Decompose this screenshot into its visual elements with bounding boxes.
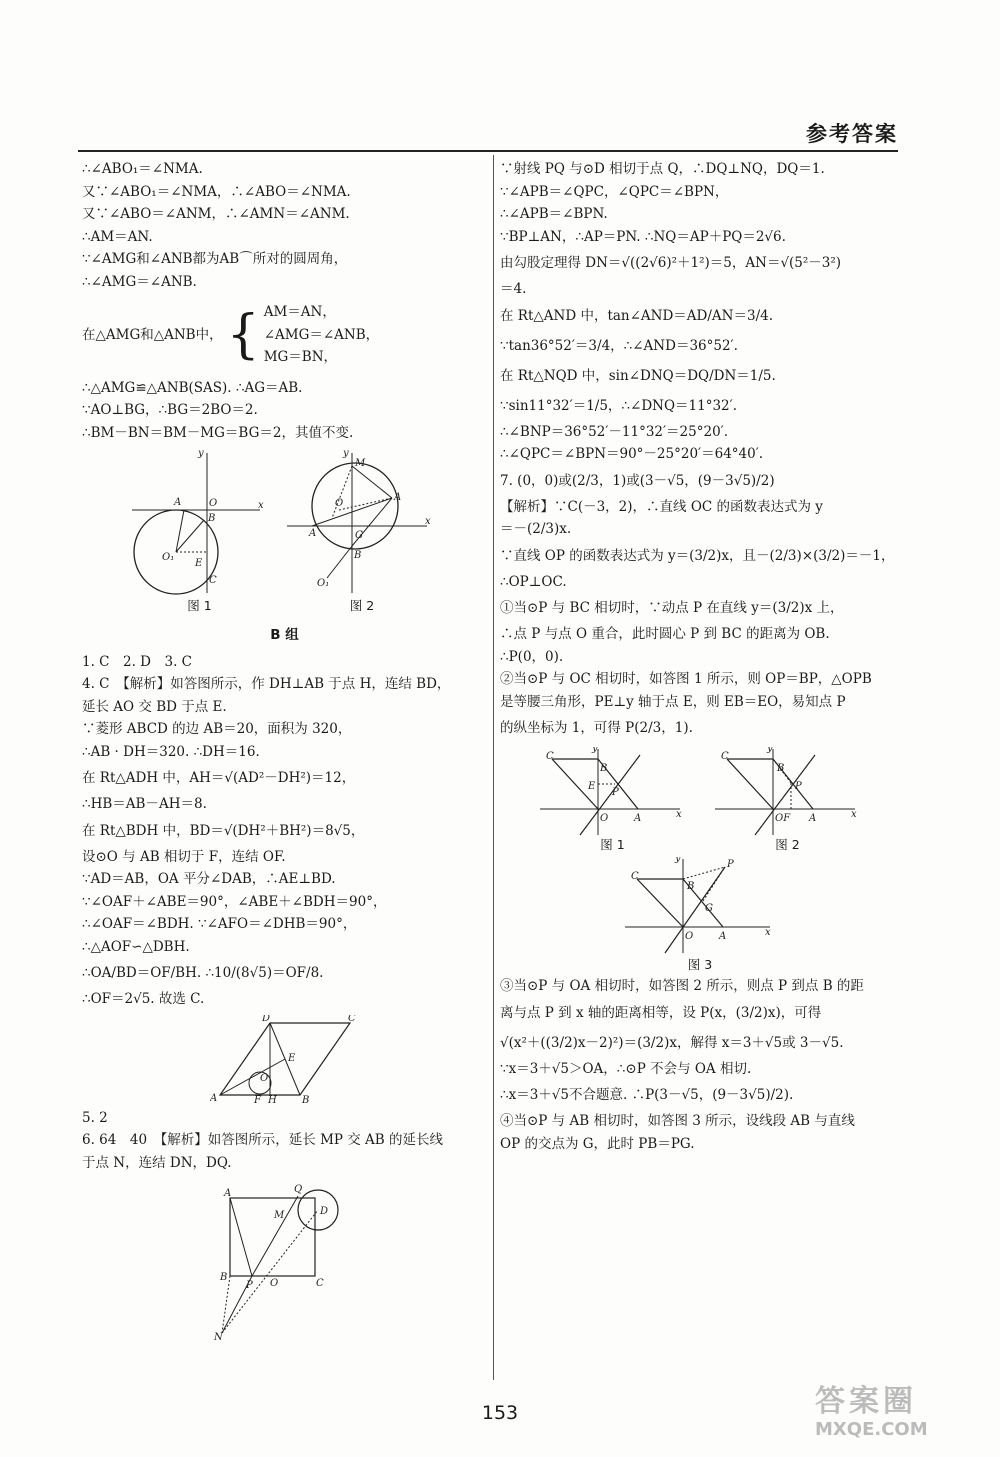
figure-3-right — [625, 857, 775, 973]
figure-row-rectangle — [82, 1178, 487, 1343]
figure-caption: 图 1 — [187, 598, 212, 613]
text-line: ＝－(2/3)x. — [500, 521, 572, 537]
circle-diagram-2 — [287, 448, 437, 598]
figure-2 — [287, 448, 437, 614]
svg-text:y: y — [675, 857, 681, 864]
svg-text:M: M — [355, 458, 366, 469]
svg-text:M: M — [273, 1210, 284, 1221]
svg-text:x: x — [425, 516, 431, 527]
svg-text:C: C — [631, 871, 639, 882]
text-line: ∴AM＝AN. — [82, 228, 153, 245]
rhombus-diagram — [210, 1015, 360, 1105]
text-line: 5. 2 — [82, 1109, 108, 1126]
svg-text:O₁: O₁ — [162, 552, 175, 563]
svg-text:O: O — [685, 931, 694, 942]
svg-text:x: x — [258, 500, 264, 511]
figure-caption: 图 3 — [687, 957, 713, 972]
text-line: ∴∠QPC＝∠BPN＝90°－25°20′＝64°40′. — [500, 446, 764, 462]
text-line: 又∵∠ABO₁＝∠NMA，∴∠ABO＝∠NMA. — [82, 183, 351, 200]
system-line: MG＝BN， — [263, 349, 338, 365]
svg-text:OF: OF — [775, 813, 791, 824]
svg-text:F: F — [253, 1094, 261, 1105]
svg-text:x: x — [765, 927, 771, 938]
svg-text:P: P — [245, 1280, 253, 1291]
svg-text:y: y — [592, 747, 598, 754]
figure-row-circles — [82, 448, 487, 614]
svg-text:A: A — [719, 931, 727, 942]
svg-text:C: C — [721, 751, 729, 762]
text-line: OP 的交点为 G，此时 PB＝PG. — [500, 1135, 695, 1152]
text-line: ∵AO⊥BG，∴BG＝2BO＝2. — [82, 402, 258, 418]
text-line: 在 Rt△ADH 中，AH＝√(AD²－DH²)＝12， — [82, 770, 356, 786]
text-line: ＝4. — [500, 281, 527, 297]
svg-text:C: C — [546, 751, 554, 762]
page-number: 153 — [481, 1402, 519, 1424]
svg-text:D: D — [319, 1206, 328, 1217]
text-line: ∴OA/BD＝OF/BH. ∴10/(8√5)＝OF/8. — [82, 965, 324, 981]
figure-1 — [132, 448, 267, 614]
svg-text:A: A — [309, 528, 317, 539]
svg-text:C: C — [315, 1278, 324, 1289]
svg-text:G: G — [705, 903, 713, 914]
coordinate-diagram-1 — [540, 747, 685, 837]
text-line: ∴BM－BN＝BM－MG＝BG＝2，其值不变. — [82, 424, 354, 441]
svg-text:B: B — [687, 881, 695, 892]
svg-text:N: N — [213, 1332, 223, 1343]
text-line: ∴OF＝2√5. 故选 C. — [82, 991, 205, 1007]
svg-text:O: O — [269, 1278, 278, 1289]
text-line: 【解析】∵C(－3，2)，∴直线 OC 的函数表达式为 y — [500, 498, 823, 515]
coordinate-diagram-2 — [715, 747, 860, 837]
svg-text:P: P — [795, 781, 802, 792]
text-line: 在 Rt△BDH 中，BD＝√(DH²＋BH²)＝8√5， — [82, 822, 365, 839]
text-line: ∴P(0，0). — [500, 648, 564, 665]
text-line: 在 Rt△NQD 中，sin∠DNQ＝DQ/DN＝1/5. — [500, 367, 776, 384]
figure-row-rhombus — [82, 1015, 487, 1105]
svg-text:E: E — [287, 1052, 295, 1064]
svg-text:P: P — [612, 787, 619, 798]
column-divider — [493, 155, 494, 1380]
text-line: ∵AD＝AB，OA 平分∠DAB，∴AE⊥BD. — [82, 871, 336, 887]
figure-caption: 图 1 — [600, 837, 625, 852]
figure-row-coordinate-3 — [500, 857, 900, 973]
figure-caption: 图 2 — [349, 598, 375, 613]
svg-text:D: D — [261, 1014, 270, 1024]
svg-text:C: C — [347, 1014, 356, 1024]
text-line: ③当⊙P 与 OA 相切时，如答图 2 所示，则点 P 到点 B 的距 — [500, 978, 864, 994]
header-rule — [78, 150, 898, 152]
svg-text:A: A — [394, 492, 402, 503]
text-line: 于点 N，连结 DN，DQ. — [82, 1154, 232, 1171]
svg-text:A: A — [209, 1092, 217, 1104]
svg-text:O: O — [335, 498, 344, 509]
text-line: √(x²＋((3/2)x－2)²)＝(3/2)x，解得 x＝3＋√5或 3－√5. — [500, 1034, 844, 1051]
svg-text:E: E — [195, 558, 203, 569]
text-line: ∴OP⊥OC. — [500, 573, 567, 590]
text-line: 的纵坐标为 1，可得 P(2/3，1). — [500, 720, 693, 736]
svg-text:x: x — [851, 809, 857, 820]
coordinate-diagram-3 — [625, 857, 775, 957]
svg-text:O₁: O₁ — [317, 578, 330, 589]
text-line: ∴HB＝AB－AH＝8. — [82, 796, 207, 812]
svg-text:B: B — [777, 763, 785, 774]
text-line: ∴∠ABO₁＝∠NMA. — [82, 161, 203, 177]
svg-text:y: y — [343, 448, 349, 459]
text-line: ∴∠OAF＝∠BDH. ∵∠AFO＝∠DHB＝90°， — [82, 916, 357, 932]
text-line: 由勾股定理得 DN＝√((2√6)²＋1²)＝5，AN＝√(5²－3²) — [500, 255, 842, 271]
text-line: 离与点 P 到 x 轴的距离相等，设 P(x，(3/2)x)，可得 — [500, 1004, 822, 1021]
system-intro: 在△AMG和△ANB中， — [82, 326, 223, 343]
svg-text:A: A — [809, 813, 817, 824]
brace: { — [226, 304, 260, 365]
svg-text:O: O — [259, 1072, 268, 1084]
svg-text:A: A — [174, 497, 182, 508]
text-line: 在 Rt△AND 中，tan∠AND＝AD/AN＝3/4. — [500, 307, 774, 324]
text-line: ∴∠BNP＝36°52′－11°32′＝25°20′. — [500, 423, 729, 440]
text-line: ∵x＝3＋√5＞OA，∴⊙P 不会与 OA 相切. — [500, 1060, 752, 1077]
svg-text:A: A — [223, 1188, 231, 1199]
text-line: ∴x＝3＋√5不合题意. ∴P(3－√5，(9－3√5)/2). — [500, 1087, 794, 1103]
text-line: ∵∠AMG和∠ANB都为AB⌒所对的圆周角， — [82, 251, 348, 267]
svg-text:B: B — [600, 763, 608, 774]
system-line: AM＝AN， — [263, 304, 336, 320]
text-line: 1. C 2. D 3. C — [82, 653, 192, 670]
text-line: ∴∠APB＝∠BPN. — [500, 206, 608, 222]
svg-text:Q: Q — [293, 1184, 302, 1195]
section-title: B 组 — [270, 627, 299, 643]
circle-diagram-1 — [132, 448, 267, 598]
figure-1-right — [540, 747, 685, 853]
svg-text:x: x — [676, 809, 682, 820]
text-line: ②当⊙P 与 OC 相切时，如答图 1 所示，则 OP＝BP，△OPB — [500, 671, 872, 687]
svg-text:G: G — [355, 530, 363, 541]
figure-2-right — [715, 747, 860, 853]
text-line: 4. C 【解析】如答图所示，作 DH⊥AB 于点 H，连结 BD， — [82, 676, 451, 692]
system-line: ∠AMG＝∠ANB， — [263, 326, 380, 343]
text-line: 是等腰三角形，PE⊥y 轴于点 E，则 EB＝EO，易知点 P — [500, 693, 846, 710]
text-line: 7. (0，0)或(2/3，1)或(3－√5，(9－3√5)/2) — [500, 472, 775, 489]
svg-text:B: B — [301, 1094, 309, 1105]
text-line: 6. 64 40 【解析】如答图所示，延长 MP 交 AB 的延长线 — [82, 1132, 444, 1148]
text-line: ∵∠OAF＋∠ABE＝90°，∠ABE＋∠BDH＝90°， — [82, 893, 387, 910]
svg-text:y: y — [767, 747, 773, 754]
text-line: 又∵∠ABO＝∠ANM，∴∠AMN＝∠ANM. — [82, 206, 350, 222]
text-line: ④当⊙P 与 AB 相切时，如答图 3 所示，设线段 AB 与直线 — [500, 1113, 855, 1129]
svg-text:B: B — [208, 513, 216, 524]
text-line: ∵tan36°52′＝3/4，∴∠AND＝36°52′. — [500, 337, 738, 354]
svg-text:A: A — [634, 813, 642, 824]
text-line: 设⊙O 与 AB 相切于 F，连结 OF. — [82, 848, 286, 865]
svg-text:C: C — [209, 575, 217, 586]
text-line: ①当⊙P 与 BC 相切时，∵动点 P 在直线 y＝(3/2)x 上， — [500, 600, 844, 616]
svg-text:y: y — [198, 448, 204, 459]
figure-row-coordinate — [500, 747, 900, 853]
watermark-url: MXQE.COM — [815, 1419, 928, 1440]
text-line: ∵∠APB＝∠QPC，∠QPC＝∠BPN， — [500, 183, 729, 200]
watermark-logo — [815, 1385, 985, 1445]
text-line: ∵射线 PQ 与⊙D 相切于点 Q，∴DQ⊥NQ，DQ＝1. — [500, 161, 825, 177]
svg-text:B: B — [219, 1272, 227, 1283]
text-line: ∵sin11°32′＝1/5，∴∠DNQ＝11°32′. — [500, 397, 737, 414]
svg-text:B: B — [354, 550, 362, 561]
text-line: ∵BP⊥AN，∴AP＝PN. ∴NQ＝AP＋PQ＝2√6. — [500, 228, 786, 245]
text-line: ∴AB · DH＝320. ∴DH＝16. — [82, 743, 260, 760]
text-line: ∴△AMG≌△ANB(SAS). ∴AG＝AB. — [82, 379, 303, 396]
left-column — [82, 158, 487, 1345]
page-header-title: 参考答案 — [806, 122, 898, 146]
figure-caption: 图 2 — [775, 837, 800, 852]
svg-text:O: O — [209, 498, 218, 509]
text-line: 延长 AO 交 BD 于点 E. — [82, 698, 227, 715]
right-column — [500, 158, 900, 1155]
text-line: ∴△AOF∽△DBH. — [82, 938, 190, 955]
text-line: ∴点 P 与点 O 重合，此时圆心 P 到 BC 的距离为 OB. — [500, 626, 830, 642]
equation-system — [82, 301, 487, 369]
svg-text:O: O — [600, 813, 609, 824]
svg-text:H: H — [267, 1094, 277, 1105]
svg-text:P: P — [727, 859, 734, 870]
rectangle-circle-diagram — [210, 1178, 360, 1343]
text-line: ∴∠AMG＝∠ANB. — [82, 273, 197, 290]
svg-text:E: E — [588, 781, 596, 792]
text-line: ∵菱形 ABCD 的边 AB＝20，面积为 320， — [82, 721, 352, 737]
text-line: ∵直线 OP 的函数表达式为 y＝(3/2)x，且－(2/3)×(3/2)＝－1， — [500, 547, 895, 564]
watermark-text: 答案圈 — [815, 1384, 917, 1419]
